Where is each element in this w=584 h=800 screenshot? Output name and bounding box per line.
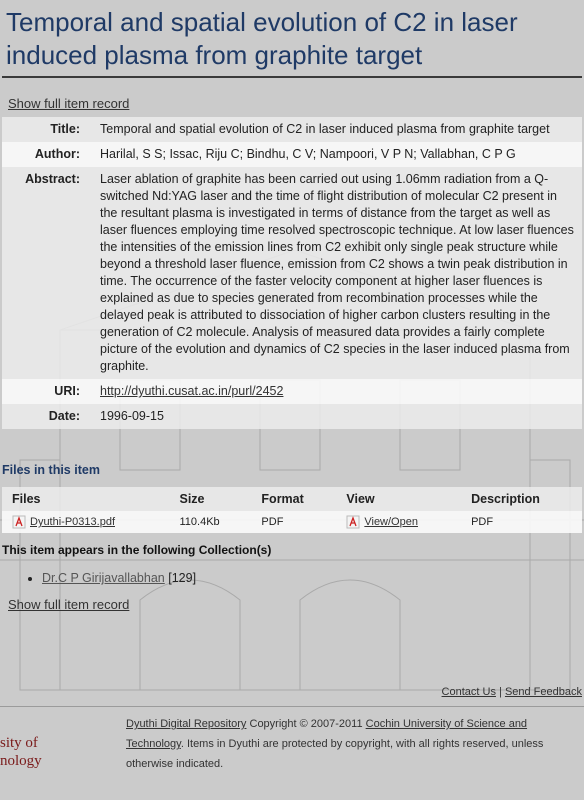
view-cell: [336, 511, 461, 533]
column-header-description: Description: [461, 487, 582, 511]
show-full-record-link[interactable]: Show full item record: [8, 96, 130, 111]
file-format: PDF: [251, 511, 336, 533]
university-logo: [0, 734, 42, 770]
column-header-size: Size: [169, 487, 251, 511]
metadata-value-uri: [92, 379, 582, 404]
column-header-files: Files: [2, 487, 169, 511]
file-name-link[interactable]: Dyuthi-P0313.pdf: [30, 515, 115, 528]
column-header-view: View: [336, 487, 461, 511]
metadata-label: Date:: [2, 404, 92, 429]
file-description: PDF: [461, 511, 582, 533]
metadata-label: URI:: [2, 379, 92, 404]
files-section-heading: Files in this item: [2, 463, 100, 477]
copyright-text: Copyright © 2007-2011: [246, 718, 366, 730]
metadata-value-abstract: Laser ablation of graphite has been carried out using 1.06mm radiation from a Q-switched Nd:YAG laser and the time of flight distribution of molecular C2 present in the resultant plasma is investigated in terms of distance from the target as well as laser fluences employing time resolved spectroscopic technique. At low laser fluences the intensities of the emission lines from C2 exhibit only single peak structure while beyond a threshold laser fluence, emission from C2 shows a twin peak distribution in time. The occurrence of the faster velocity component at higher laser fluences is explained as due to species generated from recombination processes while the delayed peak is attributed to dissociation of higher carbon clusters resulting in the generation of C2 molecule. Analysis of measured data provides a fairly complete picture of the evolution and dynamics of C2 species in the laser induced plasma from graphite.: [92, 167, 582, 379]
footer-divider: [0, 706, 584, 707]
metadata-row-uri: [2, 379, 582, 404]
page-title: Temporal and spatial evolution of C2 in laser induced plasma from graphite target: [2, 0, 582, 78]
metadata-row-abstract: [2, 167, 582, 379]
contact-us-link[interactable]: Contact Us: [441, 686, 496, 698]
metadata-value-date: 1996-09-15: [92, 404, 582, 429]
list-item: [42, 571, 584, 585]
repository-link[interactable]: Dyuthi Digital Repository: [126, 718, 247, 730]
show-full-record-link-bottom[interactable]: Show full item record: [8, 597, 130, 612]
pdf-icon: [346, 515, 360, 529]
metadata-row-title: [2, 117, 582, 142]
metadata-label: Title:: [2, 117, 92, 142]
collection-link[interactable]: Dr.C P Girijavallabhan: [42, 571, 165, 585]
collections-heading: This item appears in the following Collection(s): [2, 543, 272, 557]
metadata-value-author: Harilal, S S; Issac, Riju C; Bindhu, C V; Nampoori, V P N; Vallabhan, C P G: [92, 142, 582, 167]
collection-count: [129]: [168, 571, 197, 585]
column-header-format: Format: [251, 487, 336, 511]
rights-text: . Items in Dyuthi are protected by copyright, with all rights reserved, unless otherwise indicated.: [126, 738, 544, 770]
files-table: [2, 487, 582, 533]
table-row: [2, 511, 582, 533]
footer-text: [126, 714, 566, 774]
uri-link[interactable]: http://dyuthi.cusat.ac.in/purl/2452: [100, 384, 284, 398]
university-link[interactable]: Cochin University of Science and Technology: [126, 718, 528, 750]
footer-links: [442, 686, 582, 698]
logo-line: sity of: [0, 735, 38, 751]
metadata-label: Abstract:: [2, 167, 92, 379]
send-feedback-link[interactable]: Send Feedback: [504, 686, 582, 698]
metadata-table: [2, 117, 582, 429]
view-open-link[interactable]: View/Open: [364, 515, 418, 528]
logo-line: nology: [0, 753, 42, 769]
metadata-value-title: Temporal and spatial evolution of C2 in laser induced plasma from graphite target: [92, 117, 582, 142]
pdf-icon: [12, 515, 26, 529]
metadata-label: Author:: [2, 142, 92, 167]
files-table-header: [2, 487, 582, 511]
file-cell: [2, 511, 169, 533]
metadata-row-author: [2, 142, 582, 167]
footer-separator: |: [499, 686, 502, 698]
file-size: 110.4Kb: [169, 511, 251, 533]
collections-list: [0, 571, 584, 585]
metadata-row-date: [2, 404, 582, 429]
